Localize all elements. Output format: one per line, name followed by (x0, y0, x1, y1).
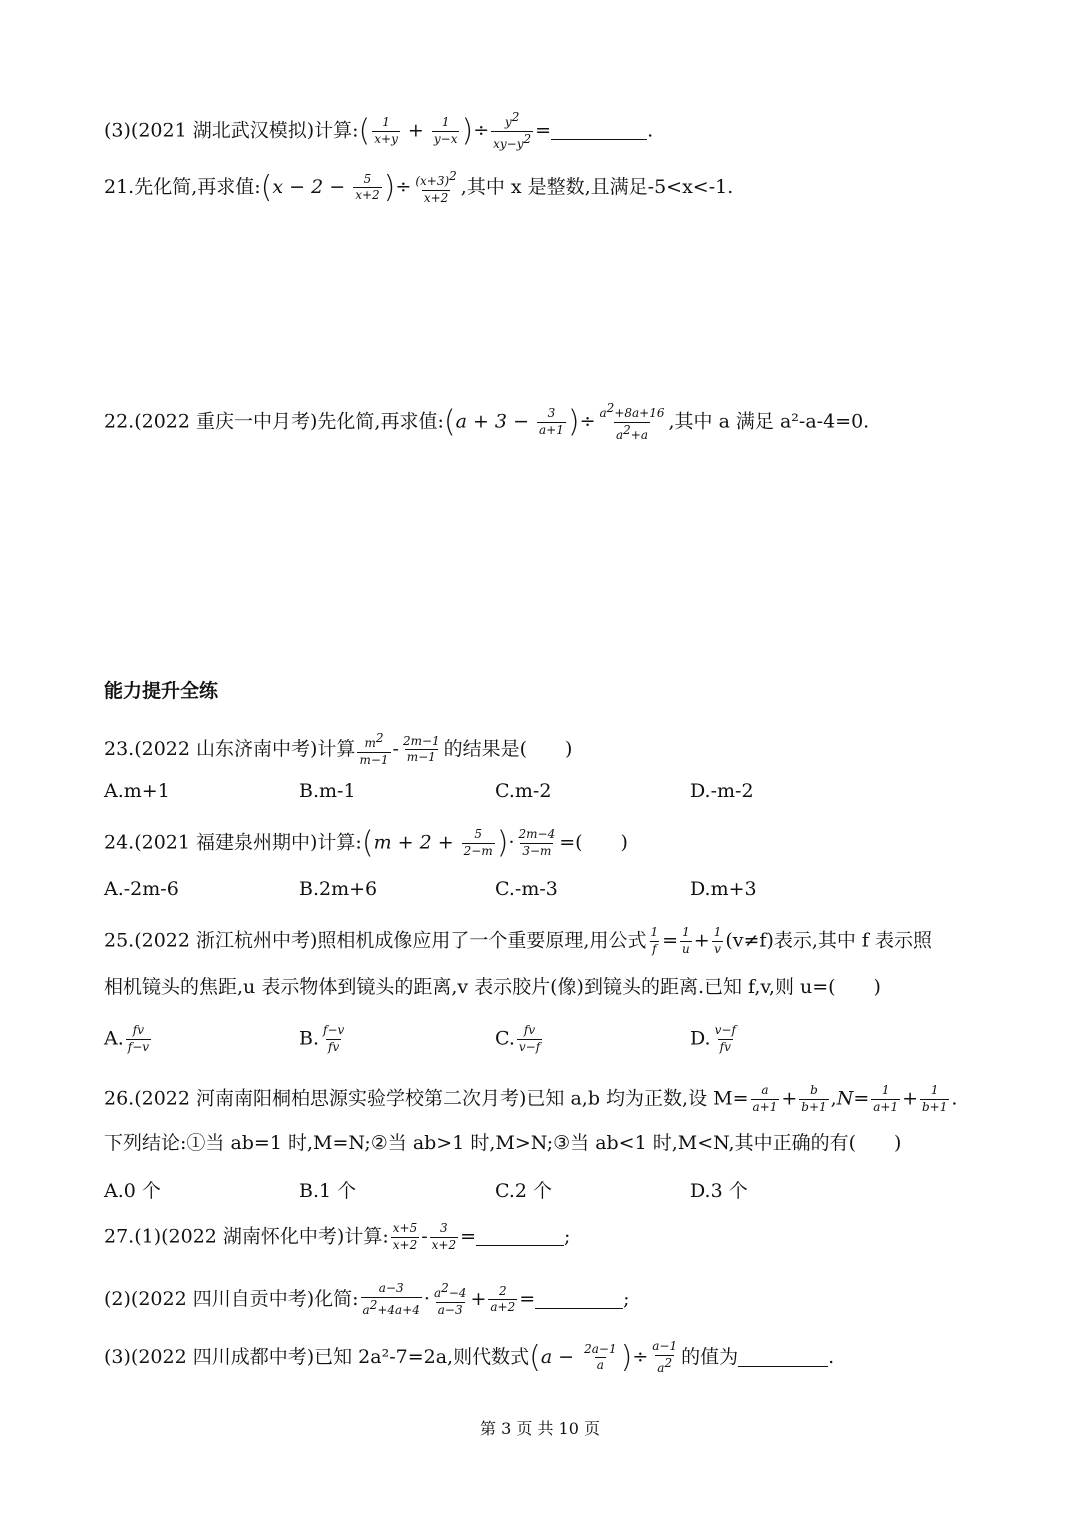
question-24: 24.(2021 福建泉州期中)计算:(m + 2 + $\frac{5}{2-m}$ )· $\frac{2m-4}{3-m}$ =( ) (104, 825, 628, 861)
q25-line1-suffix: (v≠f)表示,其中 f 表示照 (725, 929, 933, 952)
q26-option-d[interactable]: D.3 个 (690, 1180, 748, 1202)
question-25-line1: 25.(2022 浙江杭州中考)照相机成像应用了一个重要原理,用公式 $\frac{1}{f}$ = $\frac{1}{u}$ + $\frac{1}{v}$ (v≠f)表示,其中 f 表示照 (104, 925, 933, 956)
q23-option-a[interactable]: A.m+1 (104, 780, 170, 802)
question-26-line1: 26.(2022 河南南阳桐柏思源实验学校第二次月考)已知 a,b 均为正数,设 M= $\frac{a}{a+1}$ + $\frac{b}{b+1}$ ,N= $\frac{1}{a+1}$ + $\frac{1}{b+1}$ . (104, 1083, 958, 1114)
q24-option-d[interactable]: D.m+3 (690, 878, 757, 900)
q26-option-b[interactable]: B.1 个 (299, 1180, 357, 1202)
q25-option-b[interactable]: B. $\frac{f-v}{fv}$ (299, 1023, 345, 1054)
q25-option-c-label: C. (495, 1027, 515, 1050)
q22-suffix: ,其中 a 满足 a²-a-4=0. (668, 410, 870, 433)
q27-p2-prefix: (2)(2022 四川自贡中考)化简: (104, 1287, 359, 1310)
question-26-line2: 下列结论:①当 ab=1 时,M=N;②当 ab>1 时,M>N;③当 ab<1 时,M<N,其中正确的有( ) (104, 1132, 902, 1154)
question-22: 22.(2022 重庆一中月考)先化简,再求值:(a + 3 − $\frac{3}{a+1}$ )÷ $\frac{a^2+8a+16}{a^2+a}$ ,其中 a 满足 a²-a-4=0. (104, 401, 870, 442)
q27-p3-prefix: (3)(2022 四川成都中考)已知 2a²-7=2a,则代数式 (104, 1345, 530, 1368)
q23-suffix: 的结果是( ) (443, 737, 573, 760)
question-27-part3: (3)(2022 四川成都中考)已知 2a²-7=2a,则代数式(a − $\frac{2a-1}{a}$ )÷ $\frac{a-1}{a^2}$ 的值为 . (104, 1339, 835, 1375)
q23-option-d[interactable]: D.-m-2 (690, 780, 754, 802)
q25-line1-prefix: 25.(2022 浙江杭州中考)照相机成像应用了一个重要原理,用公式 (104, 929, 647, 952)
question-27-part1: 27.(1)(2022 湖南怀化中考)计算: $\frac{x+5}{x+2}$ - $\frac{3}{x+2}$ = ; (104, 1221, 571, 1252)
q27-p2-answer-blank[interactable] (535, 1308, 623, 1309)
q26-option-a[interactable]: A.0 个 (104, 1180, 161, 1202)
q22-prefix: 22.(2022 重庆一中月考)先化简,再求值: (104, 410, 444, 433)
q21-suffix: ,其中 x 是整数,且满足-5<x<-1. (460, 175, 734, 198)
q27-p1-prefix: 27.(1)(2022 湖南怀化中考)计算: (104, 1225, 389, 1248)
question-21: 21.先化简,再求值:(x − 2 − $\frac{5}{x+2}$ )÷ $\frac{(x+3)^2}{x+2}$ ,其中 x 是整数,且满足-5<x<-1. (104, 169, 734, 205)
q25-option-a[interactable]: A. $\frac{fv}{f-v}$ (104, 1023, 150, 1054)
q26-line1-prefix: 26.(2022 河南南阳桐柏思源实验学校第二次月考)已知 a,b 均为正数,设 M= (104, 1087, 749, 1110)
q27-p3-answer-blank[interactable] (738, 1366, 828, 1367)
q25-option-b-label: B. (299, 1027, 320, 1050)
question-25-line2: 相机镜头的焦距,u 表示物体到镜头的距离,v 表示胶片(像)到镜头的距离.已知 f,v,则 u=( ) (104, 976, 881, 998)
q23-option-b[interactable]: B.m-1 (299, 780, 356, 802)
q23-option-c[interactable]: C.m-2 (495, 780, 552, 802)
q23-prefix: 23.(2022 山东济南中考)计算 (104, 737, 356, 760)
section-title: 能力提升全练 (104, 680, 219, 702)
q24-prefix: 24.(2021 福建泉州期中)计算: (104, 831, 362, 854)
q20-part3: (3)(2021 湖北武汉模拟)计算:( $\frac{1}{x+y}$ + $\frac{1}{y-x}$ )÷ $\frac{y^2}{xy-y^2}$ = . (104, 110, 654, 151)
q25-option-d-label: D. (690, 1027, 711, 1050)
q25-option-d[interactable]: D. $\frac{v-f}{fv}$ (690, 1023, 736, 1054)
q24-suffix: =( ) (559, 831, 628, 854)
q20-3-end: . (647, 119, 654, 142)
q20-3-prefix: (3)(2021 湖北武汉模拟)计算: (104, 119, 359, 142)
q24-option-a[interactable]: A.-2m-6 (104, 878, 179, 900)
question-23: 23.(2022 山东济南中考)计算 $\frac{m^2}{m-1}$ - $\frac{2m-1}{m-1}$ 的结果是( ) (104, 731, 573, 767)
question-27-part2: (2)(2022 四川自贡中考)化简: $\frac{a-3}{a^2+4a+4}$ · $\frac{a^2-4}{a-3}$ + $\frac{2}{a+2}$ = ; (104, 1281, 630, 1317)
q25-option-c[interactable]: C. $\frac{fv}{v-f}$ (495, 1023, 541, 1054)
q24-option-b[interactable]: B.2m+6 (299, 878, 378, 900)
q24-option-c[interactable]: C.-m-3 (495, 878, 558, 900)
q25-option-a-label: A. (104, 1027, 124, 1050)
q27-p3-suffix: 的值为 (681, 1345, 739, 1368)
q21-prefix: 21.先化简,再求值: (104, 175, 261, 198)
q26-option-c[interactable]: C.2 个 (495, 1180, 553, 1202)
page-footer: 第 3 页 共 10 页 (480, 1419, 600, 1438)
q27-p1-answer-blank[interactable] (476, 1245, 564, 1246)
